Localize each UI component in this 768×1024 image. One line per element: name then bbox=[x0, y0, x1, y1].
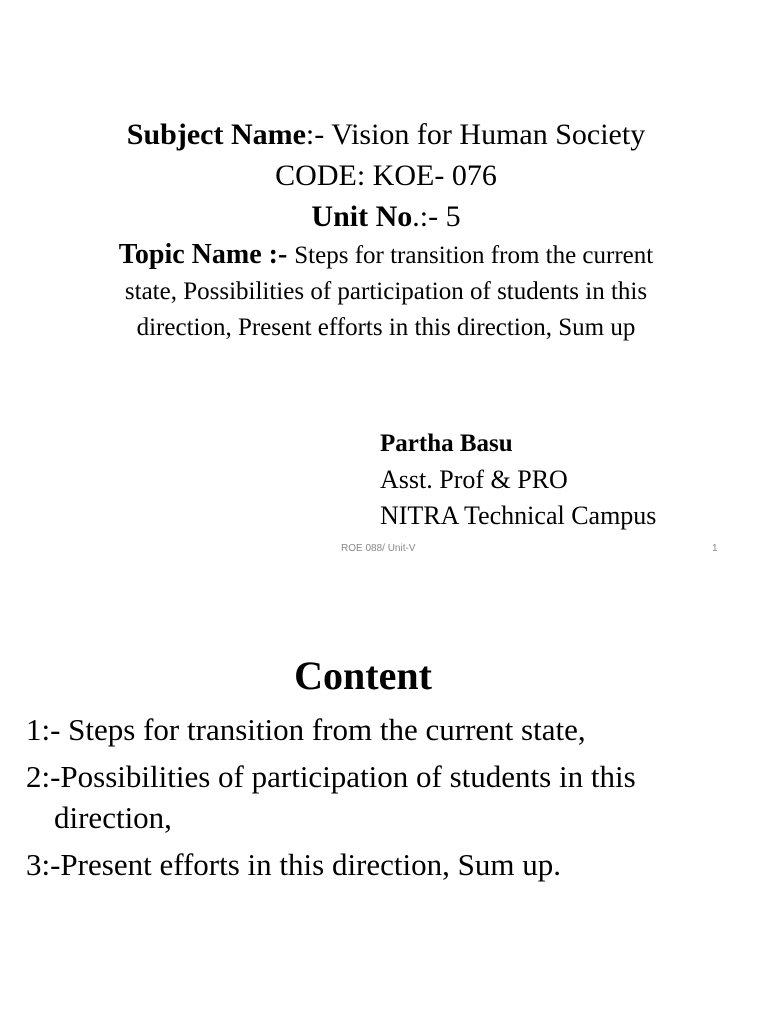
list-item bbox=[26, 756, 746, 838]
list-item-text: 3:-Present efforts in this direction, Sum up. bbox=[26, 847, 561, 882]
author-organization: NITRA Technical Campus bbox=[380, 501, 657, 530]
topic-text-2: state, Possibilities of participation of students in this bbox=[124, 278, 648, 305]
slide-footer-label: ROE 088/ Unit-V bbox=[341, 543, 416, 554]
topic-label: Topic Name :- bbox=[118, 239, 295, 270]
topic-line bbox=[20, 237, 752, 274]
title-block bbox=[20, 114, 752, 346]
subject-line bbox=[20, 114, 752, 155]
topic-text-1: Steps for transition from the current bbox=[294, 242, 654, 269]
content-list bbox=[26, 709, 746, 891]
code-line: CODE: KOE- 076 bbox=[275, 159, 497, 192]
unit-label: Unit No bbox=[311, 200, 413, 233]
list-item bbox=[26, 844, 746, 885]
unit-separator: .:- bbox=[412, 200, 446, 233]
author-title: Asst. Prof & PRO bbox=[380, 465, 568, 494]
unit-line bbox=[20, 196, 752, 237]
list-item bbox=[26, 709, 746, 750]
slide-content bbox=[0, 565, 768, 1024]
slide-page-number: 1 bbox=[712, 543, 718, 554]
subject-separator: :- bbox=[305, 118, 332, 151]
unit-value: 5 bbox=[445, 200, 461, 233]
author-name: Partha Basu bbox=[380, 430, 513, 457]
subject-label: Subject Name bbox=[126, 118, 306, 151]
topic-text-3: direction, Present efforts in this direction, Sum up bbox=[136, 314, 636, 341]
subject-value: Vision for Human Society bbox=[331, 118, 646, 151]
content-heading: Content bbox=[294, 653, 432, 698]
list-item-text: 1:- Steps for transition from the current state, bbox=[26, 712, 586, 747]
list-item-text-continued: direction, bbox=[54, 800, 172, 835]
author-block bbox=[380, 426, 656, 534]
list-item-text: 2:-Possibilities of participation of students in this bbox=[26, 759, 636, 794]
